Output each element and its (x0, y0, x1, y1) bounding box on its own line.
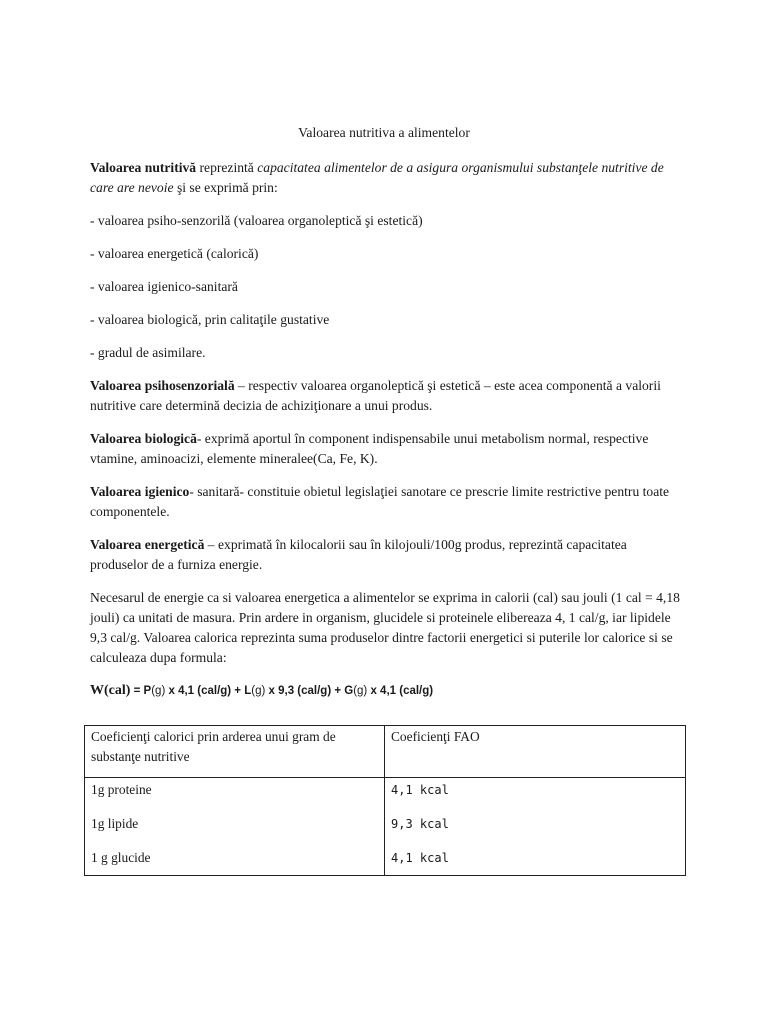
section-term: Valoarea energetică (90, 537, 205, 552)
calorie-formula (90, 681, 686, 701)
section-text: – exprimată în kilocalorii sau în kilojouli/100g produs, reprezintă capacitatea produselor de a furniza energie. (90, 537, 627, 572)
fao-value: 4,1 kcal (391, 783, 449, 797)
coefficients-table (84, 725, 686, 876)
formula-unit: (g) (151, 685, 166, 697)
intro-text: reprezintă (196, 160, 258, 175)
list-item: - valoarea energetică (calorică) (90, 246, 259, 261)
list-item: - gradul de asimilare. (90, 345, 206, 360)
intro-text-end: şi se exprimă prin: (173, 180, 278, 195)
section-text: - exprimă aportul în component indispensabile unui metabolism normal, respective vtamine, aminoacizi, elemente mineralee(Ca, Fe, K). (90, 431, 649, 466)
table-cell (85, 778, 385, 876)
fao-value: 4,1 kcal (391, 851, 449, 865)
formula-part: = P (130, 685, 152, 697)
list-item: - valoarea igienico-sanitară (90, 279, 238, 294)
intro-italic: capacitatea alimentelor de a asigura organismului substanţele nutritive de care are nevoie (90, 160, 664, 195)
fao-value: 9,3 kcal (391, 817, 449, 831)
section-biologica (90, 429, 686, 469)
section-psihosenzoriala (90, 376, 686, 416)
intro-term: Valoarea nutritivă (90, 160, 197, 175)
nutrient-label: 1g lipide (91, 816, 139, 831)
energy-paragraph: Necesarul de energie ca si valoarea energetica a alimentelor se exprima in calorii (cal) sau jouli (1 cal = 4,18 jouli) ca unitati de masura. Prin ardere in organism, glucidele si proteinele elibereaza 4, 1 cal/g, iar lipidele 9,3 cal/g. Valoarea calorica reprezinta suma produselor dintre factorii energetici si puterile lor calorice si se calculeaza dupa formula: (90, 590, 680, 665)
document-body (90, 158, 686, 714)
list-item: - valoarea biologică, prin calitaţile gustative (90, 312, 330, 327)
nutrient-label: 1 g glucide (91, 850, 151, 865)
formula-part: x 9,3 (cal/g) + G (265, 685, 354, 697)
formula-unit: (g) (251, 685, 266, 697)
section-igienico (90, 482, 686, 522)
table-header-row (85, 726, 686, 778)
intro-paragraph (90, 158, 686, 198)
table-row (85, 778, 686, 876)
table-header-cell: Coeficienţi FAO (385, 726, 686, 778)
formula-part: x 4,1 (cal/g) + L (165, 685, 252, 697)
section-term: Valoarea psihosenzorială (90, 378, 235, 393)
section-text: - sanitară- constituie obietul legislaţiei sanotare ce prescrie limite restrictive pentru toate componentele. (90, 484, 670, 519)
formula-part: x 4,1 (cal/g) (367, 685, 434, 697)
section-term: Valoarea igienico (90, 484, 190, 499)
formula-w: W(cal) (90, 683, 131, 698)
section-term: Valoarea biologică (90, 431, 197, 446)
table-header-cell: Coeficienţi calorici prin arderea unui gram de substanţe nutritive (85, 726, 385, 778)
section-text: – respectiv valoarea organoleptică şi estetică – este acea componentă a valorii nutritive care determină decizia de achiziţionare a unui produs. (90, 378, 661, 413)
list-item: - valoarea psiho-senzorilă (valoarea organoleptică şi estetică) (90, 213, 423, 228)
section-energetica (90, 535, 686, 575)
document-title: Valoarea nutritiva a alimentelor (298, 125, 470, 140)
table-cell (385, 778, 686, 876)
nutrient-label: 1g proteine (91, 782, 152, 797)
formula-unit: (g) (353, 685, 368, 697)
